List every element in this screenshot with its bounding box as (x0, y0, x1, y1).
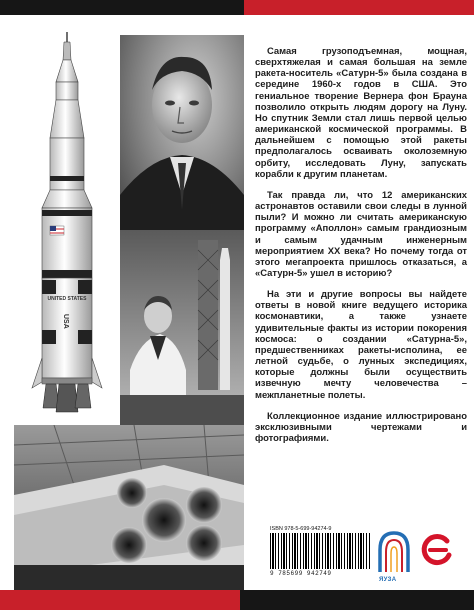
paragraph-4: Коллекционное издание иллюстрировано эксклюзивными чертежами и фотографиями. (255, 410, 467, 444)
paragraph-3: На эти и другие вопросы вы найдете ответы в новой книге ведущего историка космонавтики, а также узнаете удивительные факты из истории покорения космоса: о создании «Сатурна-5», предшественниках ракеты-исполина, ее летной судьбе, о лунных экспедициях, которые должны были осуществить извечную мечту человечества – межпланетные полеты. (255, 289, 467, 401)
paragraph-2: Так правда ли, что 12 американских астронавтов оставили свои следы в лунной пыли? И можно ли считать американскую программу «Аполлон» самым грандиозным и самым удачным инженерным мероприятием XX века? Но почему тогда от этого мегапроекта пришлось отказаться, а «Сатурн-5» ушел в историю? (255, 189, 467, 279)
rocket-side-text: UNITED STATES (47, 296, 87, 302)
isbn-label: ISBN 978-5-699-94274-9 (270, 526, 332, 532)
top-red-stripe (244, 0, 474, 15)
eksmo-e-icon (420, 533, 454, 567)
back-cover-text (255, 46, 467, 454)
bottom-band (0, 590, 474, 610)
top-band (0, 0, 474, 15)
saturn-v-rocket-illustration (14, 30, 120, 415)
rocket-usa-text: USA (62, 314, 69, 329)
barcode-digits: 9 785699 942749 (270, 570, 332, 577)
assembly-hall-photo (14, 425, 244, 590)
yauza-label: ЯУЗА (379, 577, 397, 583)
barcode (270, 533, 370, 569)
isbn-barcode-block (270, 526, 370, 578)
portrait-photo-von-braun (120, 35, 244, 243)
launch-pad-photo (120, 230, 244, 425)
yauza-arch-icon (377, 530, 411, 574)
paragraph-1: Самая грузоподъемная, мощная, сверхтяжелая и самая большая на земле ракета-носитель «Сатурн-5» была создана в середине 1960-х годов в США. Это гениальное творение Вернера фон Брауна позволило открыть людям дорогу на Луну. Но спутник Земли стал лишь первой целью американской космической программы. В дальнейшем с помощью этой ракеты предполагалось осваивать околоземную орбиту, исследовать Луну, запускать корабли к другим планетам. (255, 46, 467, 180)
bottom-red-stripe (0, 590, 240, 610)
